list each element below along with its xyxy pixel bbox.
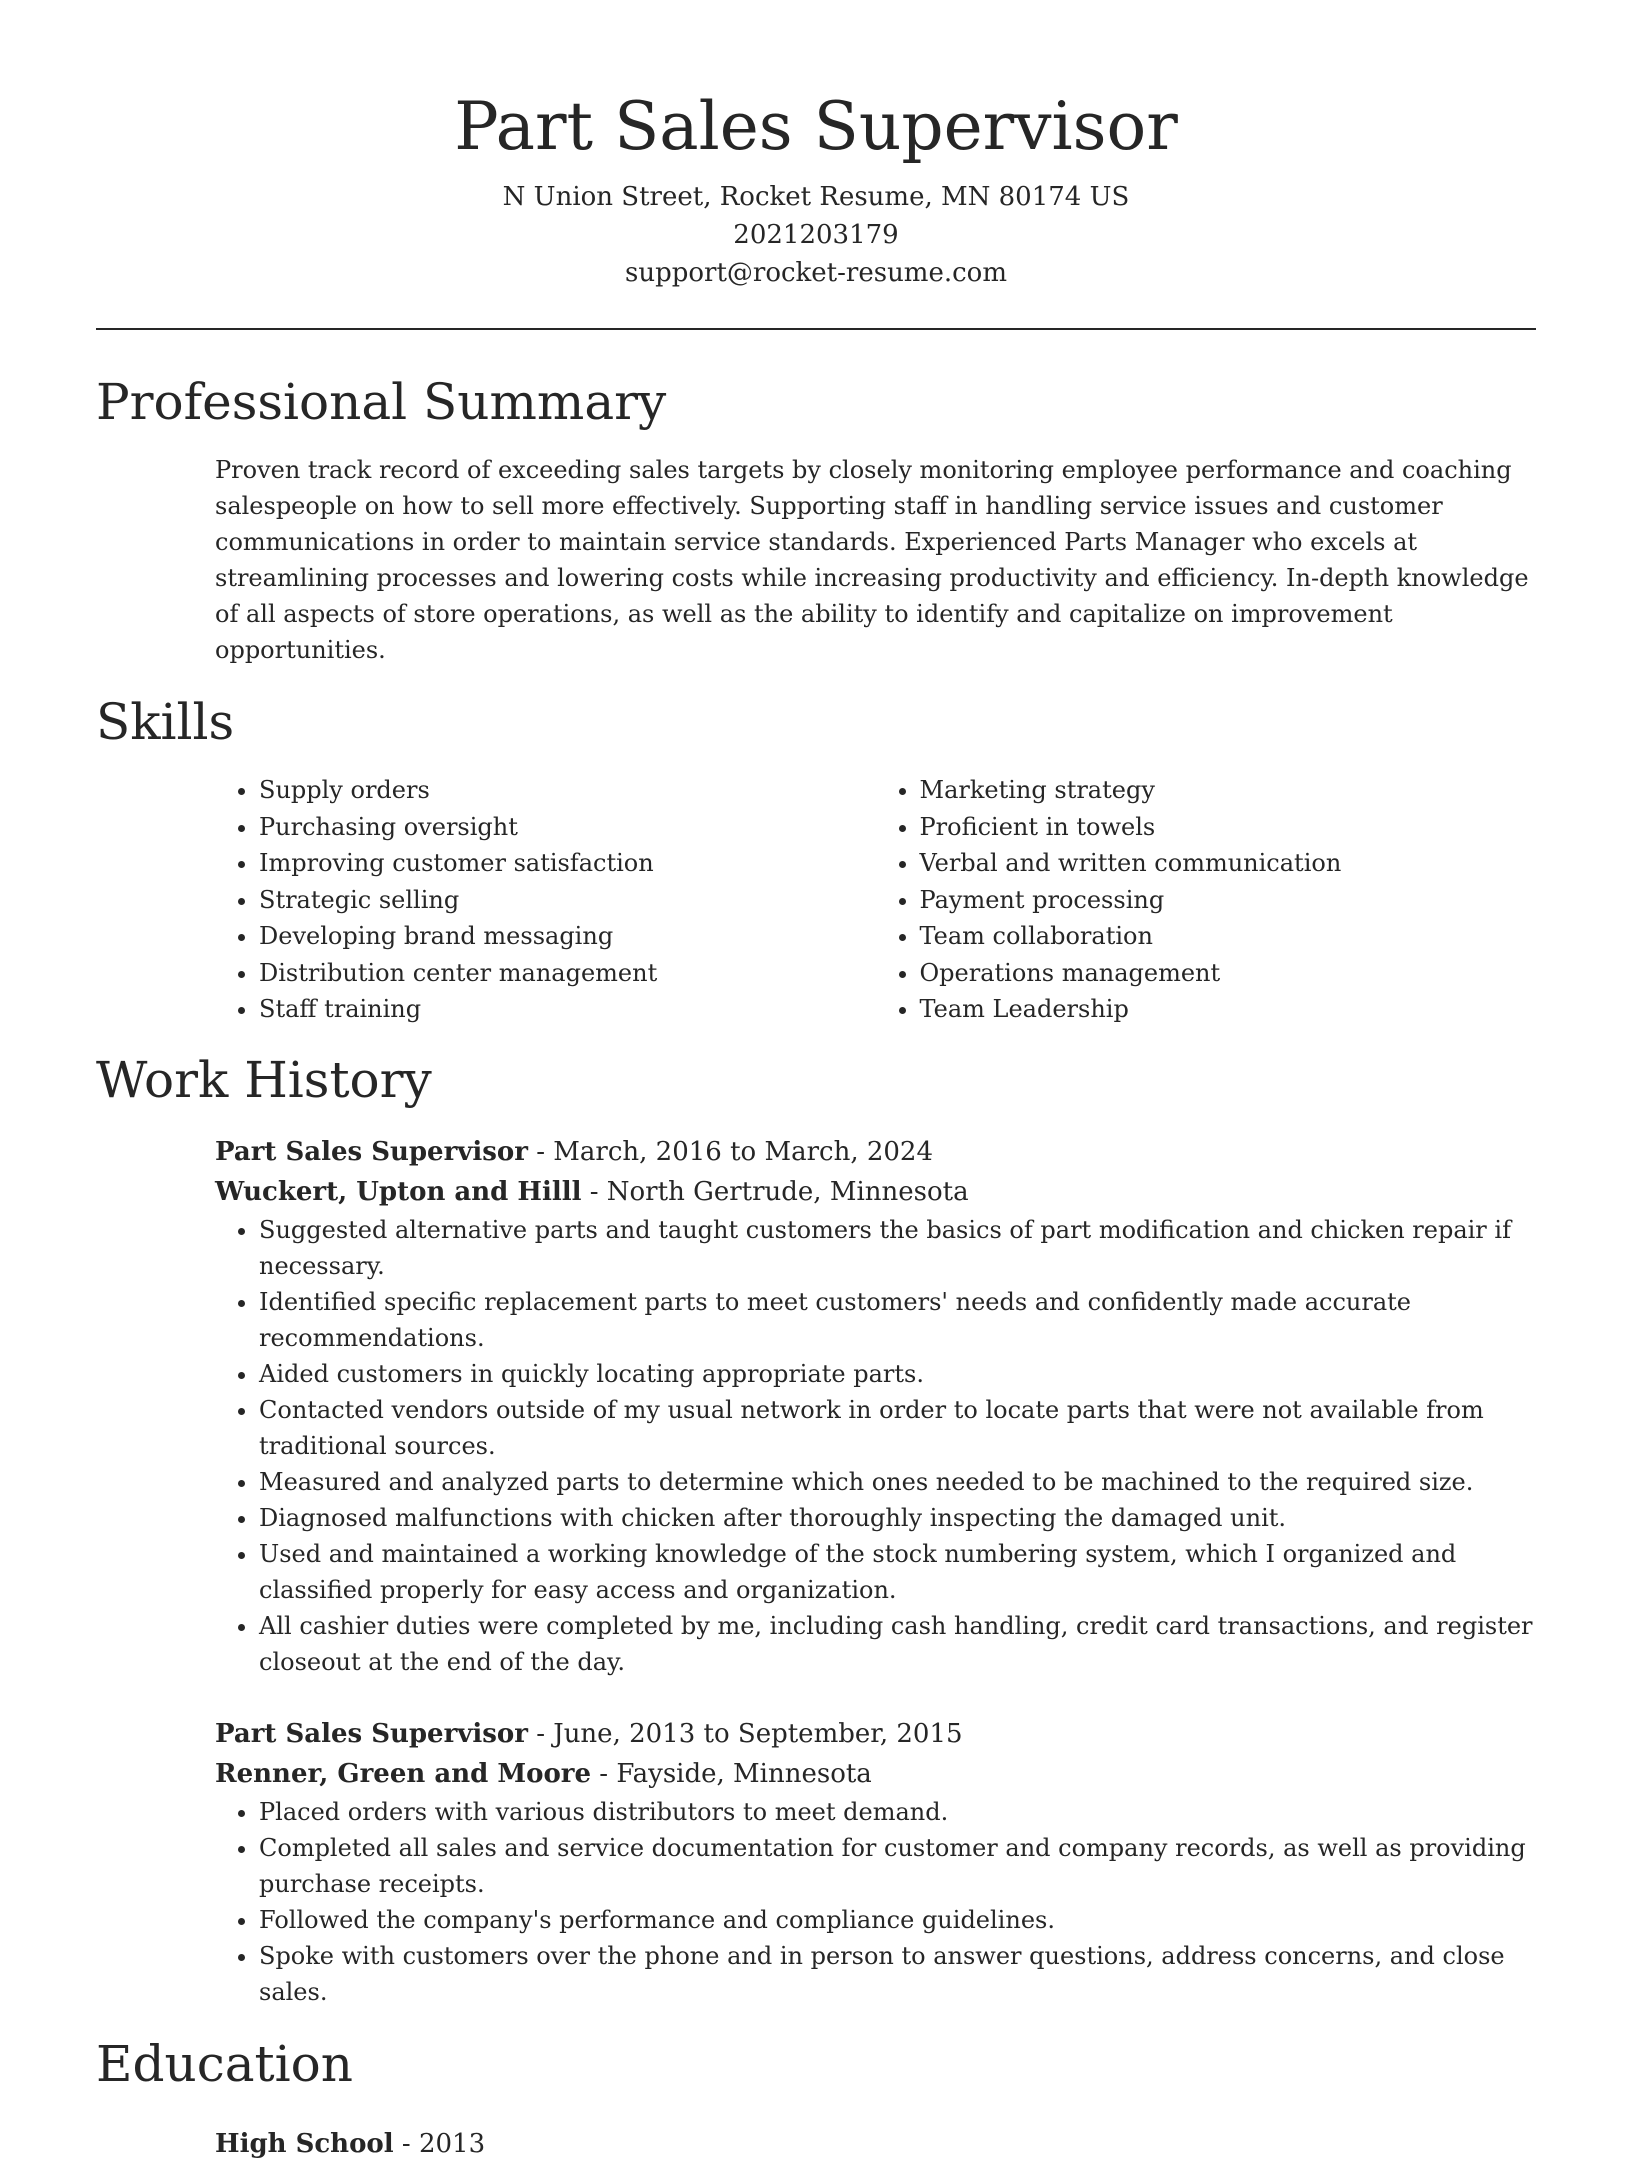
candidate-name: Part Sales Supervisor [454,88,1178,165]
job-bullet: • Followed the company's performance and compliance guidelines. [259,1902,1536,1938]
job-dates: - March, 2016 to March, 2024 [527,1136,934,1167]
education-year: - 2013 [393,2128,486,2159]
education-degree: High School [215,2128,394,2159]
job-bullet: • Spoke with customers over the phone and in person to answer questions, address concerns, and close sales. [259,1938,1536,2010]
skills-heading: Skills [96,693,235,751]
job-bullet: • Completed all sales and service documentation for customer and company records, as well as providing purchase receipts. [259,1830,1536,1902]
job-bullet: • Contacted vendors outside of my usual network in order to locate parts that were not available from traditional sources. [259,1392,1536,1464]
job-company: Renner, Green and Moore [215,1758,592,1789]
job-dates: - June, 2013 to September, 2015 [527,1718,963,1749]
job-bullet: • Suggested alternative parts and taught customers the basics of part modification and chicken repair if necessary. [259,1212,1536,1284]
job-position: Part Sales Supervisor [215,1136,528,1167]
skill-item: • Purchasing oversight [259,809,876,846]
job-location: - Fayside, Minnesota [591,1758,872,1789]
education-heading: Education [96,2034,353,2093]
skill-item: • Supply orders [259,772,876,809]
job-bullet: • Diagnosed malfunctions with chicken after thoroughly inspecting the damaged unit. [259,1500,1536,1536]
job-bullet: • All cashier duties were completed by me, including cash handling, credit card transactions, and register closeout at the end of the day. [259,1608,1536,1680]
skills-column-left [215,772,876,1028]
summary-text: Proven track record of exceeding sales targets by closely monitoring employee performance and coaching salespeople on how to sell more effectively. Supporting staff in handling service issues and customer communications in order to maintain service standards. Experienced Parts Manager who excels at streamlining processes and lowering costs while increasing productivity and efficiency. In-depth knowledge of all aspects of store operations, as well as the ability to identify and capitalize on improvement opportunities. [215,456,1529,664]
job-bullet: • Identified specific replacement parts to meet customers' needs and confidently made accurate recommendations. [259,1284,1536,1356]
job-bullet: • Used and maintained a working knowledge of the stock numbering system, which I organized and classified properly for easy access and organization. [259,1536,1536,1608]
job-bullets [215,1794,1536,2010]
job-title-line [215,1132,1536,1172]
summary-heading: Professional Summary [96,373,667,431]
skill-item: • Proficient in towels [920,809,1537,846]
skill-item: • Improving customer satisfaction [259,845,876,882]
skills-column-right [876,772,1537,1028]
skills-grid [215,772,1536,1028]
email: support@rocket-resume.com [624,258,1007,288]
phone: 2021203179 [733,220,899,250]
skill-item: • Team Leadership [920,991,1537,1028]
work-history-heading: Work History [96,1050,432,1109]
skill-item: • Distribution center management [259,955,876,992]
job-entry [215,1714,1536,2010]
contact-info [96,178,1536,292]
job-bullet: • Measured and analyzed parts to determine which ones needed to be machined to the required size. [259,1464,1536,1500]
job-title-line [215,1714,1536,1754]
resume-page [96,0,1536,2164]
job-company-line [215,1754,1536,1794]
address: N Union Street, Rocket Resume, MN 80174 US [502,182,1130,212]
job-bullets [215,1212,1536,1680]
job-company: Wuckert, Upton and Hilll [215,1176,582,1207]
job-bullet: • Aided customers in quickly locating appropriate parts. [259,1356,1536,1392]
job-entry [215,1132,1536,1680]
skill-item: • Developing brand messaging [259,918,876,955]
skill-item: • Team collaboration [920,918,1537,955]
header-divider [96,328,1536,330]
job-bullet: • Placed orders with various distributors to meet demand. [259,1794,1536,1830]
skill-item: • Strategic selling [259,882,876,919]
skill-item: • Verbal and written communication [920,845,1537,882]
skill-item: • Payment processing [920,882,1537,919]
job-position: Part Sales Supervisor [215,1718,528,1749]
job-company-line [215,1172,1536,1212]
job-location: - North Gertrude, Minnesota [581,1176,969,1207]
education-entry [215,2124,1536,2164]
skill-item: • Marketing strategy [920,772,1537,809]
skill-item: • Staff training [259,991,876,1028]
skill-item: • Operations management [920,955,1537,992]
resume-header [96,0,1536,292]
